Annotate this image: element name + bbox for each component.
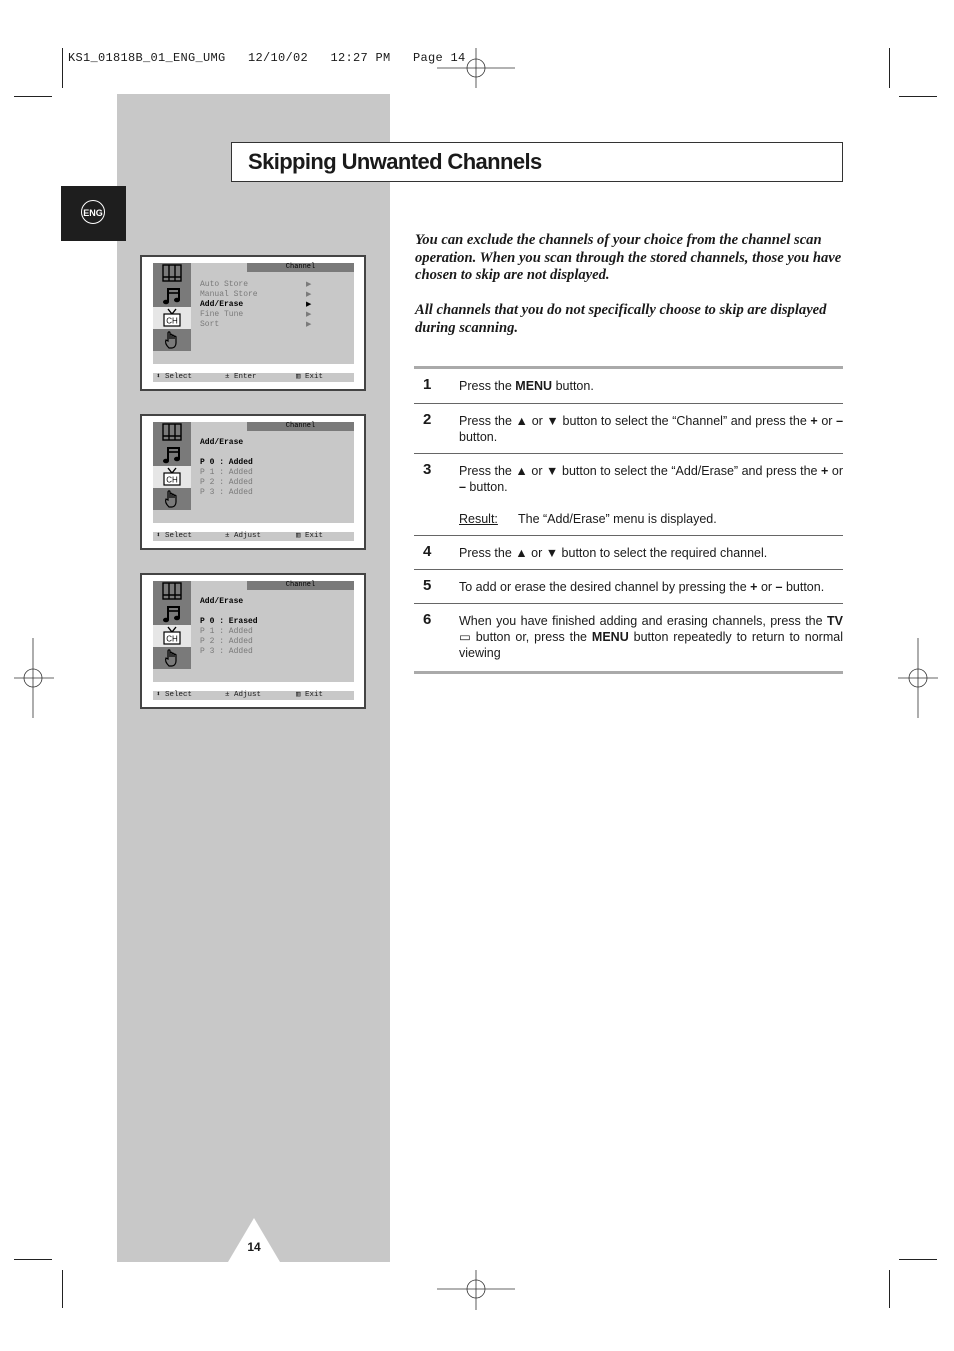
- page-number: 14: [247, 1240, 261, 1254]
- language-tab: [61, 186, 126, 241]
- menu-icon: ▥: [296, 373, 301, 381]
- step-item: [414, 569, 843, 603]
- registration-mark-icon: [898, 638, 938, 718]
- osd-icon-column: [153, 263, 191, 364]
- osd-menu-item: P 2 : Added: [200, 637, 253, 646]
- osd-menu-item: Fine Tune: [200, 310, 244, 319]
- step-text: Press the ▲ or ▼ button to select the required channel.: [459, 546, 768, 560]
- steps-list: [414, 366, 843, 674]
- page-number-marker: [228, 1218, 280, 1262]
- osd-menu-item: P 2 : Added: [200, 478, 253, 487]
- print-header: KS1_01818B_01_ENG_UMG 12/10/02 12:27 PM Page 14: [68, 51, 466, 65]
- osd-footer-label: Enter: [234, 373, 257, 381]
- osd-footer-label: Adjust: [234, 691, 262, 699]
- osd-menu-footer: [153, 532, 354, 541]
- osd-menu-subtitle: Add/Erase: [200, 438, 244, 447]
- osd-icon-cell: [153, 466, 191, 488]
- step-number: 2: [423, 411, 432, 428]
- language-badge: ENG: [81, 200, 105, 224]
- step-text: Press the MENU button.: [459, 379, 594, 393]
- step-item: [414, 453, 843, 535]
- menu-icon: ▥: [296, 691, 301, 699]
- step-number: 5: [423, 577, 432, 594]
- setup-hand-icon: [162, 330, 182, 350]
- osd-icon-cell: [153, 285, 191, 307]
- osd-menu-item: Add/Erase: [200, 300, 244, 309]
- osd-icon-cell: [153, 329, 191, 351]
- osd-menu-item: P 3 : Added: [200, 488, 253, 497]
- osd-footer-label: Exit: [305, 532, 324, 540]
- osd-menu-header: Channel: [247, 581, 354, 590]
- osd-menu-header: Channel: [247, 422, 354, 431]
- osd-menu-item: P 0 : Added: [200, 458, 253, 467]
- osd-footer-label: Select: [165, 691, 193, 699]
- osd-menu-panel: [153, 263, 354, 364]
- crop-mark: [14, 1259, 52, 1260]
- registration-mark-icon: [14, 638, 54, 718]
- osd-icon-column: [153, 581, 191, 682]
- intro-paragraph: All channels that you do not specifically choose to skip are displayed during scanning.: [415, 302, 827, 336]
- osd-icon-cell: [153, 263, 191, 285]
- step-text: Press the ▲ or ▼ button to select the “Add/Erase” and press the + or – button. Result: The “Add/Erase” menu is displayed.: [459, 464, 843, 526]
- step-number: 3: [423, 461, 432, 478]
- chevron-right-icon: ▶: [306, 301, 312, 308]
- picture-icon: [162, 582, 182, 602]
- osd-menu-footer: [153, 373, 354, 382]
- step-item: [414, 603, 843, 671]
- result-label: Result:: [459, 512, 498, 526]
- channel-icon: [162, 308, 182, 328]
- title-box: [231, 142, 843, 182]
- crop-mark: [899, 1259, 937, 1260]
- registration-mark-icon: [437, 1270, 515, 1310]
- plus-minus-icon: ±: [225, 691, 230, 699]
- osd-menu-item: P 1 : Added: [200, 468, 253, 477]
- result-text: The “Add/Erase” menu is displayed.: [518, 512, 717, 526]
- step-number: 6: [423, 611, 432, 628]
- osd-menu-item: P 0 : Erased: [200, 617, 258, 626]
- crop-mark: [889, 1270, 890, 1308]
- step-number: 1: [423, 376, 432, 393]
- svg-text:CH: CH: [166, 316, 178, 326]
- osd-icon-cell: [153, 647, 191, 669]
- osd-menu-item: Auto Store: [200, 280, 249, 289]
- osd-menu-screen: [140, 573, 366, 709]
- osd-footer-label: Exit: [305, 691, 324, 699]
- page-title: Skipping Unwanted Channels: [248, 149, 542, 174]
- crop-mark: [62, 48, 63, 88]
- sound-icon: [162, 286, 182, 306]
- osd-footer-label: Adjust: [234, 532, 262, 540]
- svg-text:CH: CH: [166, 475, 178, 485]
- setup-hand-icon: [162, 648, 182, 668]
- plus-minus-icon: ±: [225, 532, 230, 540]
- crop-mark: [14, 96, 52, 97]
- intro-paragraph: You can exclude the channels of your choice from the channel scan operation. When you scan through the stored channels, those you have chosen to skip are not displayed.: [415, 232, 842, 283]
- updown-arrow-icon: ⬍: [156, 691, 161, 699]
- osd-menu-panel: [153, 581, 354, 682]
- osd-icon-cell: [153, 581, 191, 603]
- osd-menu-screen: [140, 255, 366, 391]
- chevron-right-icon: ▶: [306, 311, 312, 318]
- crop-mark: [62, 1270, 63, 1308]
- sound-icon: [162, 604, 182, 624]
- osd-menu-panel: [153, 422, 354, 523]
- osd-footer-label: Select: [165, 373, 193, 381]
- chevron-right-icon: ▶: [306, 281, 312, 288]
- osd-menu-subtitle: Add/Erase: [200, 597, 244, 606]
- osd-icon-cell: [153, 422, 191, 444]
- osd-menu-header: Channel: [247, 263, 354, 272]
- step-text: To add or erase the desired channel by pressing the + or – button.: [459, 580, 825, 594]
- updown-arrow-icon: ⬍: [156, 373, 161, 381]
- registration-mark-icon: [437, 48, 515, 88]
- updown-arrow-icon: ⬍: [156, 532, 161, 540]
- crop-mark: [889, 48, 890, 88]
- menu-icon: ▥: [296, 532, 301, 540]
- osd-icon-cell: [153, 603, 191, 625]
- step-text: When you have finished adding and erasing channels, press the TV ▭ button or, press the MENU button repeatedly to return to normal viewing: [459, 614, 843, 660]
- chevron-right-icon: ▶: [306, 321, 312, 328]
- picture-icon: [162, 264, 182, 284]
- osd-footer-label: Select: [165, 532, 193, 540]
- osd-icon-cell: [153, 488, 191, 510]
- step-text: Press the ▲ or ▼ button to select the “Channel” and press the + or – button.: [459, 414, 844, 444]
- osd-icon-cell: [153, 307, 191, 329]
- sound-icon: [162, 445, 182, 465]
- osd-icon-cell: [153, 444, 191, 466]
- step-result: [459, 511, 843, 527]
- step-item: [414, 369, 843, 403]
- step-number: 4: [423, 543, 432, 560]
- step-item: [414, 403, 843, 453]
- svg-text:CH: CH: [166, 634, 178, 644]
- osd-menu-footer: [153, 691, 354, 700]
- osd-menu-item: P 1 : Added: [200, 627, 253, 636]
- setup-hand-icon: [162, 489, 182, 509]
- step-item: [414, 535, 843, 569]
- crop-mark: [899, 96, 937, 97]
- osd-menu-item: P 3 : Added: [200, 647, 253, 656]
- osd-icon-column: [153, 422, 191, 523]
- osd-footer-label: Exit: [305, 373, 324, 381]
- osd-menu-screen: [140, 414, 366, 550]
- osd-icon-cell: [153, 625, 191, 647]
- chevron-right-icon: ▶: [306, 291, 312, 298]
- osd-menu-item: Sort: [200, 320, 220, 329]
- osd-menu-item: Manual Store: [200, 290, 258, 299]
- plus-minus-icon: ±: [225, 373, 230, 381]
- picture-icon: [162, 423, 182, 443]
- channel-icon: [162, 467, 182, 487]
- channel-icon: [162, 626, 182, 646]
